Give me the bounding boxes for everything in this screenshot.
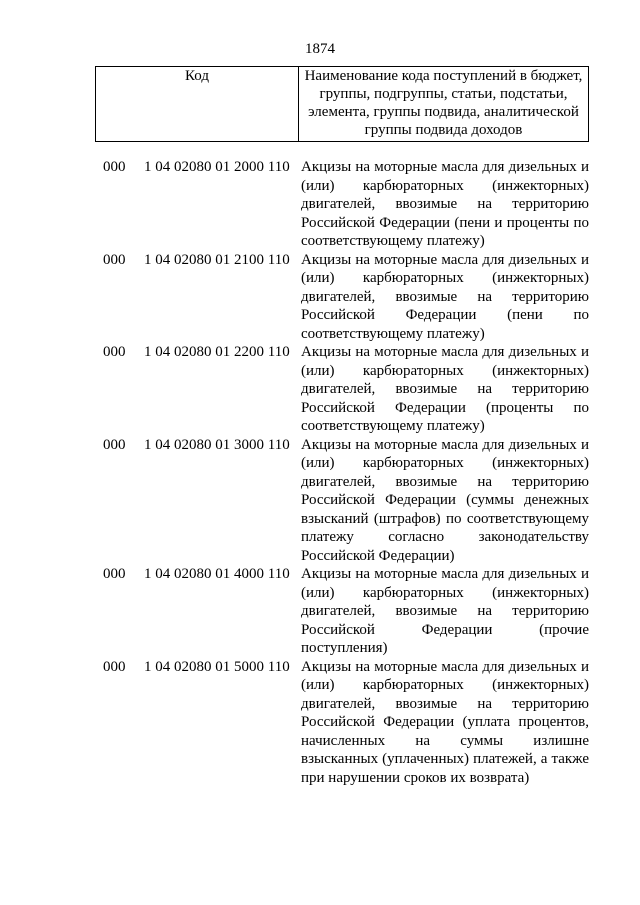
admin-code: 000: [103, 658, 126, 675]
income-code: 1 04 02080 01 3000 110: [144, 436, 290, 453]
table-row: [103, 565, 589, 658]
table-row: [103, 436, 589, 566]
admin-code: 000: [103, 566, 126, 582]
admin-code: 000: [103, 344, 126, 360]
income-name: Акцизы на моторные масла для дизельных и (или) карбюраторных (инжекторных) двигателей, ввозимые на территорию Российской Федерации (пени и проценты по соответствующему платежу): [301, 159, 589, 249]
income-name: Акцизы на моторные масла для дизельных и (или) карбюраторных (инжекторных) двигателей, ввозимые на территорию Российской Федерации (уплата процентов, начисленных на суммы излишне взысканных (уплаченных) платежей, а также при нарушении сроков их возврата): [301, 658, 589, 786]
page-number: 1874: [305, 41, 335, 57]
income-name: Акцизы на моторные масла для дизельных и (или) карбюраторных (инжекторных) двигателей, ввозимые на территорию Российской Федерации (пени по соответствующему платежу): [301, 251, 589, 342]
admin-code: 000: [103, 436, 126, 453]
table-row: [103, 251, 589, 344]
table-row: [103, 158, 589, 251]
admin-code: 000: [103, 251, 126, 268]
income-code-list: [103, 158, 589, 787]
income-code: 1 04 02080 01 2200 110: [144, 344, 290, 360]
income-code: 1 04 02080 01 2100 110: [144, 251, 290, 268]
header-table: [95, 66, 589, 142]
income-name: Акцизы на моторные масла для дизельных и (или) карбюраторных (инжекторных) двигателей, ввозимые на территорию Российской Федерации (прочие поступления): [301, 566, 589, 656]
income-name: Акцизы на моторные масла для дизельных и (или) карбюраторных (инжекторных) двигателей, ввозимые на территорию Российской Федерации (проценты по соответствующему платежу): [301, 344, 589, 434]
code-column-header: Код: [96, 67, 299, 142]
income-code: 1 04 02080 01 4000 110: [144, 566, 290, 582]
name-column-header: Наименование кода поступлений в бюджет, группы, подгруппы, статьи, подстатьи, элемента, группы подвида, аналитической группы подвида доходов: [299, 67, 589, 142]
income-code: 1 04 02080 01 5000 110: [144, 658, 290, 675]
header-row: [96, 67, 589, 142]
income-code: 1 04 02080 01 2000 110: [144, 159, 290, 175]
admin-code: 000: [103, 159, 126, 175]
table-row: [103, 658, 589, 788]
table-row: [103, 343, 589, 436]
income-name: Акцизы на моторные масла для дизельных и (или) карбюраторных (инжекторных) двигателей, ввозимые на территорию Российской Федерации (суммы денежных взысканий (штрафов) по соответствующему платежу согласно законодательству Российской Федерации): [301, 436, 589, 564]
